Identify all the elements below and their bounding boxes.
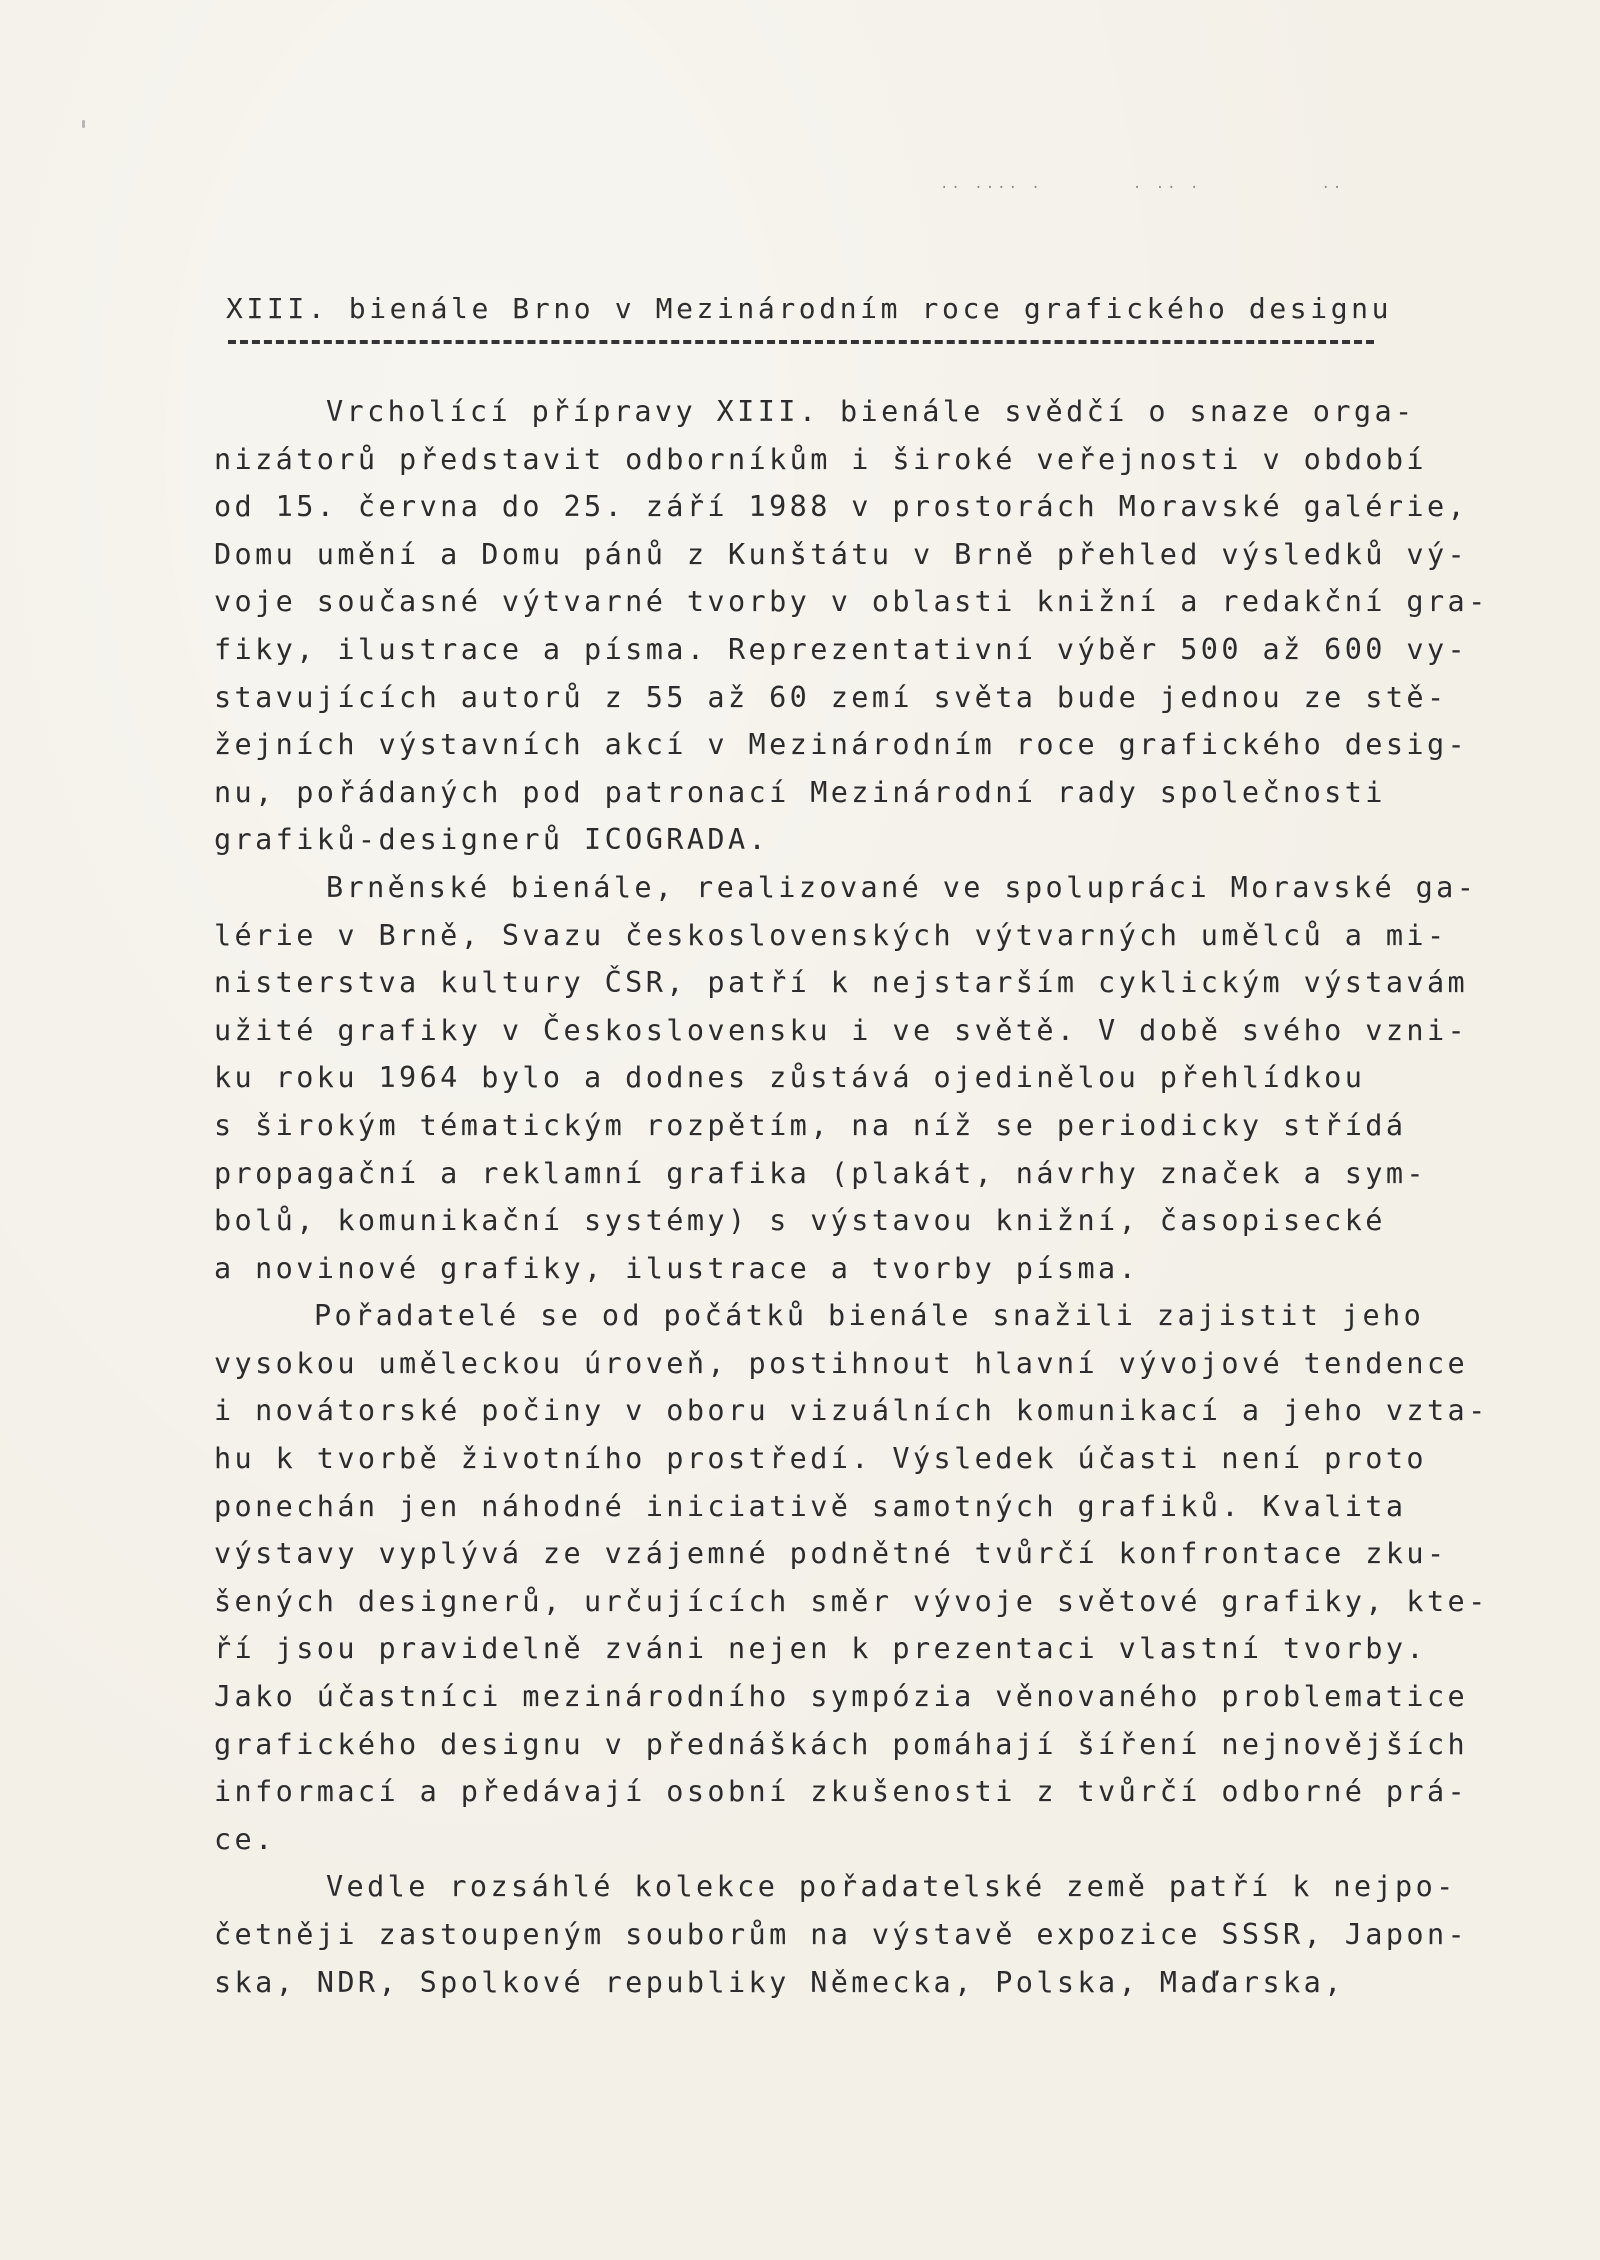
text-line: Jako účastníci mezinárodního sympózia věnovaného problematice [214, 1680, 1469, 1714]
text-line: ska, NDR, Spolkové republiky Německa, Polska, Maďarska, [214, 1965, 1345, 1999]
text-line: od 15. června do 25. září 1988 v prostorách Moravské galérie, [214, 490, 1469, 524]
text-line: stavujících autorů z 55 až 60 zemí světa bude jednou ze stě- [214, 680, 1448, 714]
text-line: Vedle rozsáhlé kolekce pořadatelské země patří k nejpo- [326, 1870, 1457, 1904]
text-line: i novátorské počiny v oboru vizuálních komunikací a jeho vzta- [214, 1394, 1489, 1428]
text-line: Domu umění a Domu pánů z Kunštátu v Brně přehled výsledků vý- [214, 537, 1469, 571]
text-line: Brněnské bienále, realizované ve spolupráci Moravské ga- [326, 870, 1478, 904]
text-line: nu, pořádaných pod patronací Mezinárodní rady společnosti [214, 775, 1386, 809]
text-line: informací a předávají osobní zkušenosti z tvůrčí odborné prá- [214, 1775, 1469, 1809]
text-line: fiky, ilustrace a písma. Reprezentativní výběr 500 až 600 vy- [214, 632, 1469, 666]
paper-specks: ·· ···· · · ·· · ·· [940, 180, 1345, 196]
text-line: ří jsou pravidelně zváni nejen k prezentaci vlastní tvorby. [214, 1632, 1427, 1666]
text-line: propagační a reklamní grafika (plakát, návrhy značek a sym- [214, 1156, 1427, 1190]
text-line: vysokou uměleckou úroveň, postihnout hlavní vývojové tendence [214, 1346, 1469, 1380]
text-line: grafiků-designerů ICOGRADA. [214, 823, 770, 857]
text-line: nisterstva kultury ČSR, patří k nejstarším cyklickým výstavám [214, 966, 1469, 1000]
heading-underline [228, 340, 1374, 344]
paper-speck [82, 120, 85, 128]
text-line: výstavy vyplývá ze vzájemné podnětné tvůrčí konfrontace zku- [214, 1537, 1448, 1571]
text-line: voje současné výtvarné tvorby v oblasti knižní a redakční gra- [214, 585, 1489, 619]
text-line: Pořadatelé se od počátků bienále snažili zajistit jeho [314, 1299, 1425, 1333]
document-body [214, 388, 1489, 2006]
text-line: bolů, komunikační systémy) s výstavou knižní, časopisecké [214, 1204, 1386, 1238]
text-line: ku roku 1964 bylo a dodnes zůstává ojedinělou přehlídkou [214, 1061, 1366, 1095]
text-line: žejních výstavních akcí v Mezinárodním roce grafického desig- [214, 728, 1469, 762]
text-line: ponechán jen náhodné iniciativě samotných grafiků. Kvalita [214, 1489, 1407, 1523]
text-line: nizátorů představit odborníkům i široké veřejnosti v období [214, 442, 1427, 476]
text-line: s širokým tématickým rozpětím, na níž se periodicky střídá [214, 1108, 1407, 1142]
text-line: ce. [214, 1822, 276, 1856]
text-line: Vrcholící přípravy XIII. bienále svědčí o snaze orga- [326, 395, 1416, 428]
text-line: grafického designu v přednáškách pomáhají šíření nejnovějších [214, 1727, 1469, 1761]
text-line: užité grafiky v Československu i ve světě. V době svého vzni- [214, 1013, 1469, 1047]
text-line: a novinové grafiky, ilustrace a tvorby písma. [214, 1251, 1140, 1285]
document-heading: XIII. bienále Brno v Mezinárodním roce grafického designu [226, 292, 1393, 325]
text-line: lérie v Brně, Svazu československých výtvarných umělců a mi- [214, 918, 1448, 952]
text-line: četněji zastoupeným souborům na výstavě expozice SSSR, Japon- [214, 1918, 1469, 1951]
text-line: hu k tvorbě životního prostředí. Výsledek účasti není proto [214, 1442, 1427, 1476]
text-line: šených designerů, určujících směr vývoje světové grafiky, kte- [214, 1584, 1489, 1618]
